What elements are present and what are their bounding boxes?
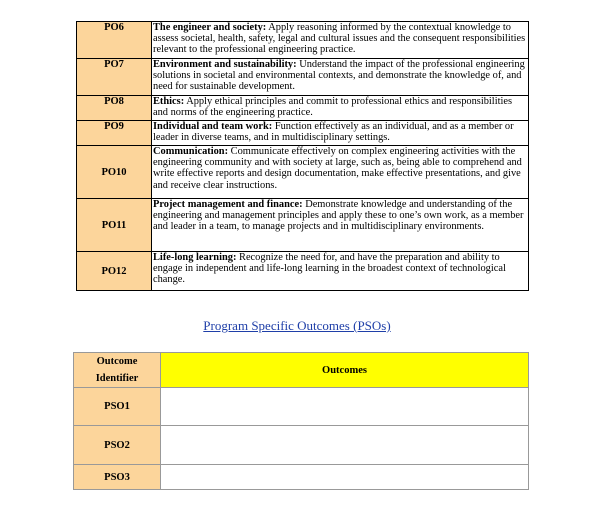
po-title: The engineer and society: <box>153 22 267 33</box>
po-id-cell: PO8 <box>77 96 152 121</box>
table-header-row <box>74 353 529 388</box>
table-row <box>77 121 529 146</box>
po-title: Individual and team work: <box>153 121 273 132</box>
po-text: Function effectively as an individual, and as a member or leader in diverse teams, and in multidisciplinary settings. <box>153 121 514 144</box>
pso-table <box>73 352 529 490</box>
po-text: Demonstrate knowledge and understanding of the engineering and management principles and apply these to one’s own work, as a member and leader in a team, to manage projects and in multidisciplinary environments. <box>153 199 524 233</box>
po-description-cell <box>152 146 529 199</box>
table-row <box>77 252 529 291</box>
header-id-line2: Identifier <box>95 373 139 384</box>
pso-id-cell: PSO3 <box>74 465 161 490</box>
po-title: Project management and finance: <box>153 199 303 210</box>
po-text: Recognize the need for, and have the preparation and ability to engage in independent and life-long learning in the broadest context of technological change. <box>153 252 506 286</box>
po-id-cell: PO9 <box>77 121 152 146</box>
header-outcomes: Outcomes <box>161 353 529 388</box>
table-row <box>77 22 529 59</box>
pso-id-cell: PSO2 <box>74 426 161 465</box>
pso-id-cell: PSO1 <box>74 388 161 426</box>
table-row <box>74 426 529 465</box>
table-row <box>77 146 529 199</box>
pso-outcome-cell <box>161 426 529 465</box>
table-row <box>77 199 529 252</box>
po-title: Ethics: <box>153 96 185 107</box>
pso-heading-link[interactable]: Program Specific Outcomes (PSOs) <box>203 318 391 333</box>
po-id-cell: PO7 <box>77 59 152 96</box>
po-description-cell <box>152 199 529 252</box>
po-text: Communicate effectively on complex engineering activities with the engineering community and with society at large, such as, being able to comprehend and write effective reports and design documentation, make effective presentations, and give and receive clear instructions. <box>153 146 522 191</box>
po-description-cell <box>152 22 529 59</box>
po-text: Apply reasoning informed by the contextual knowledge to assess societal, health, safety, legal and cultural issues and the consequent responsibilities relevant to the professional engineering practice. <box>153 22 526 56</box>
table-row <box>74 388 529 426</box>
po-id-cell: PO11 <box>77 199 152 252</box>
table-row <box>74 465 529 490</box>
po-title: Life-long learning: <box>153 252 237 263</box>
table-row <box>77 59 529 96</box>
po-id-cell: PO6 <box>77 22 152 59</box>
po-id-cell: PO10 <box>77 146 152 199</box>
po-title: Communication: <box>153 146 229 157</box>
po-title: Environment and sustainability: <box>153 59 297 70</box>
po-description-cell <box>152 96 529 121</box>
po-description-cell <box>152 59 529 96</box>
po-id-cell: PO12 <box>77 252 152 291</box>
program-outcomes-table <box>76 21 529 291</box>
table-row <box>77 96 529 121</box>
po-description-cell <box>152 121 529 146</box>
po-text: Understand the impact of the professional engineering solutions in societal and environmental contexts, and demonstrate the knowledge of, and need for sustainable development. <box>153 59 525 93</box>
po-text: Apply ethical principles and commit to professional ethics and responsibilities and norms of the engineering practice. <box>153 96 513 119</box>
pso-outcome-cell <box>161 465 529 490</box>
po-description-cell <box>152 252 529 291</box>
header-id-line1: Outcome <box>96 356 138 367</box>
pso-outcome-cell <box>161 388 529 426</box>
header-outcome-identifier <box>74 353 161 388</box>
